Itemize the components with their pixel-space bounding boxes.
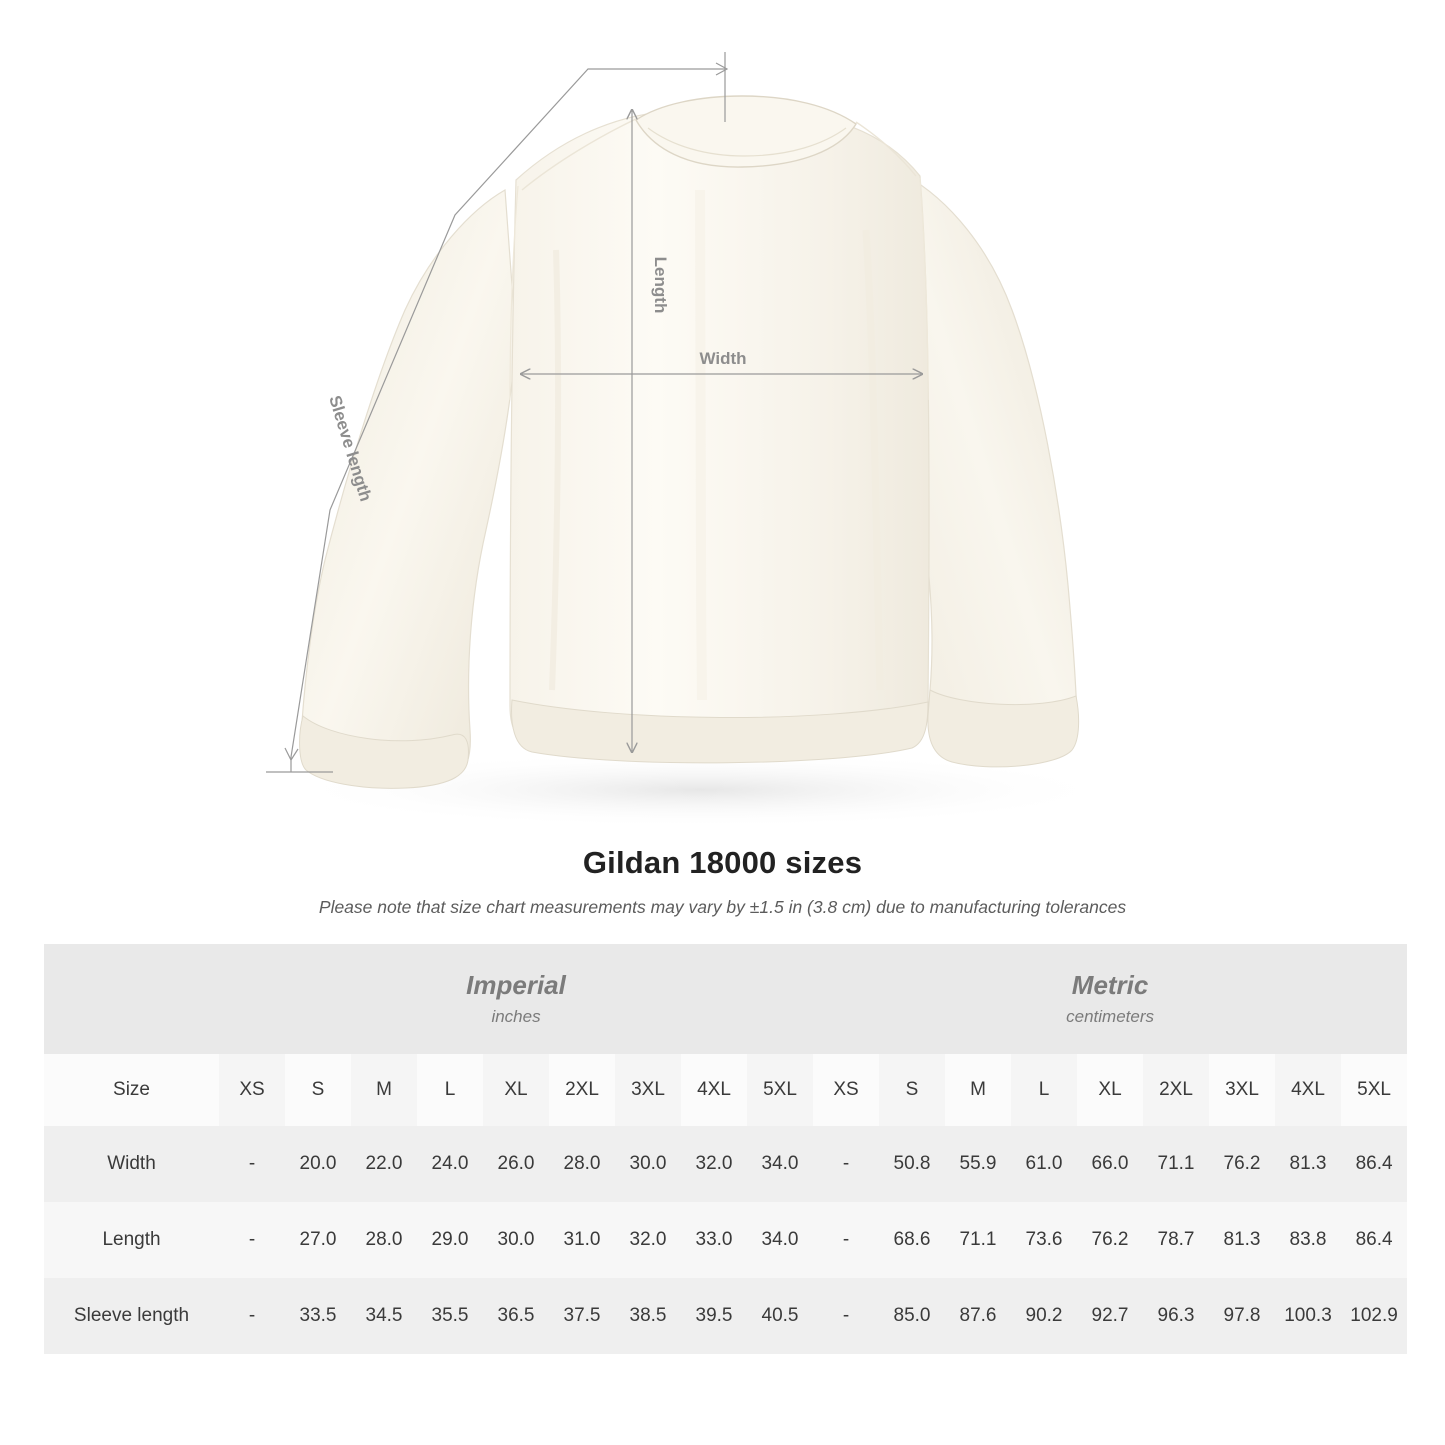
cell-length-cm-xl: 76.2 bbox=[1077, 1202, 1143, 1278]
size-header-row bbox=[44, 1054, 1407, 1126]
unit-header-metric bbox=[813, 944, 1407, 1054]
cell-length-in-m: 28.0 bbox=[351, 1202, 417, 1278]
unit-header-imperial bbox=[219, 944, 813, 1054]
size-header-metric-3xl: 3XL bbox=[1209, 1054, 1275, 1126]
cell-width-cm-m: 55.9 bbox=[945, 1126, 1011, 1202]
cell-length-in-4xl: 33.0 bbox=[681, 1202, 747, 1278]
cell-sleeve-cm-xl: 92.7 bbox=[1077, 1278, 1143, 1354]
cell-sleeve-in-2xl: 37.5 bbox=[549, 1278, 615, 1354]
size-header-metric-4xl: 4XL bbox=[1275, 1054, 1341, 1126]
cell-width-in-xs: - bbox=[219, 1126, 285, 1202]
cell-width-cm-xl: 66.0 bbox=[1077, 1126, 1143, 1202]
size-header-imperial-5xl: 5XL bbox=[747, 1054, 813, 1126]
cell-width-in-4xl: 32.0 bbox=[681, 1126, 747, 1202]
unit-header-row bbox=[44, 944, 1407, 1054]
size-header-imperial-2xl: 2XL bbox=[549, 1054, 615, 1126]
size-header-imperial-xl: XL bbox=[483, 1054, 549, 1126]
cell-width-in-s: 20.0 bbox=[285, 1126, 351, 1202]
cell-sleeve-in-5xl: 40.5 bbox=[747, 1278, 813, 1354]
row-label-length: Length bbox=[44, 1202, 219, 1278]
size-table bbox=[44, 944, 1407, 1354]
cell-length-in-3xl: 32.0 bbox=[615, 1202, 681, 1278]
cell-length-in-2xl: 31.0 bbox=[549, 1202, 615, 1278]
cell-width-cm-2xl: 71.1 bbox=[1143, 1126, 1209, 1202]
size-header-label: Size bbox=[44, 1054, 219, 1126]
cell-width-cm-s: 50.8 bbox=[879, 1126, 945, 1202]
width-label: Width bbox=[699, 349, 747, 368]
size-header-metric-m: M bbox=[945, 1054, 1011, 1126]
unit-name-imperial: Imperial bbox=[466, 969, 566, 1000]
size-header-imperial-m: M bbox=[351, 1054, 417, 1126]
tolerance-note: Please note that size chart measurements may vary by ±1.5 in (3.8 cm) due to manufacturing tolerances bbox=[318, 897, 1127, 917]
cell-sleeve-in-3xl: 38.5 bbox=[615, 1278, 681, 1354]
length-label: Length bbox=[651, 256, 670, 314]
cell-sleeve-in-xl: 36.5 bbox=[483, 1278, 549, 1354]
size-header-imperial-4xl: 4XL bbox=[681, 1054, 747, 1126]
row-label-sleeve-length: Sleeve length bbox=[44, 1278, 219, 1354]
cell-length-cm-s: 68.6 bbox=[879, 1202, 945, 1278]
cell-width-in-xl: 26.0 bbox=[483, 1126, 549, 1202]
cell-length-cm-xs: - bbox=[813, 1202, 879, 1278]
size-header-metric-5xl: 5XL bbox=[1341, 1054, 1407, 1126]
cell-length-in-l: 29.0 bbox=[417, 1202, 483, 1278]
cell-length-cm-l: 73.6 bbox=[1011, 1202, 1077, 1278]
cell-width-cm-5xl: 86.4 bbox=[1341, 1126, 1407, 1202]
size-header-metric-xs: XS bbox=[813, 1054, 879, 1126]
table-row bbox=[44, 1278, 1407, 1354]
unit-header-spacer bbox=[44, 944, 219, 1054]
size-header-imperial-s: S bbox=[285, 1054, 351, 1126]
cell-length-cm-4xl: 83.8 bbox=[1275, 1202, 1341, 1278]
cell-sleeve-cm-3xl: 97.8 bbox=[1209, 1278, 1275, 1354]
cell-length-cm-m: 71.1 bbox=[945, 1202, 1011, 1278]
size-header-metric-2xl: 2XL bbox=[1143, 1054, 1209, 1126]
cell-sleeve-cm-s: 85.0 bbox=[879, 1278, 945, 1354]
size-table-wrapper bbox=[44, 944, 1401, 1354]
cell-sleeve-in-l: 35.5 bbox=[417, 1278, 483, 1354]
cell-sleeve-in-4xl: 39.5 bbox=[681, 1278, 747, 1354]
cell-width-in-l: 24.0 bbox=[417, 1126, 483, 1202]
cell-width-in-5xl: 34.0 bbox=[747, 1126, 813, 1202]
size-header-metric-l: L bbox=[1011, 1054, 1077, 1126]
cell-width-in-2xl: 28.0 bbox=[549, 1126, 615, 1202]
table-row bbox=[44, 1126, 1407, 1202]
cell-length-in-s: 27.0 bbox=[285, 1202, 351, 1278]
cell-width-in-m: 22.0 bbox=[351, 1126, 417, 1202]
unit-name-metric: Metric bbox=[1071, 969, 1149, 1000]
cell-width-cm-xs: - bbox=[813, 1126, 879, 1202]
cell-width-cm-4xl: 81.3 bbox=[1275, 1126, 1341, 1202]
cell-width-cm-l: 61.0 bbox=[1011, 1126, 1077, 1202]
cell-sleeve-cm-5xl: 102.9 bbox=[1341, 1278, 1407, 1354]
cell-width-cm-3xl: 76.2 bbox=[1209, 1126, 1275, 1202]
cell-sleeve-cm-2xl: 96.3 bbox=[1143, 1278, 1209, 1354]
size-header-metric-xl: XL bbox=[1077, 1054, 1143, 1126]
unit-sub-metric: centimeters bbox=[1066, 1007, 1155, 1027]
sleeve-dimension-line bbox=[291, 69, 725, 757]
cell-length-cm-3xl: 81.3 bbox=[1209, 1202, 1275, 1278]
cell-width-in-3xl: 30.0 bbox=[615, 1126, 681, 1202]
sleeve-length-label: Sleeve length bbox=[325, 393, 376, 504]
size-header-imperial-3xl: 3XL bbox=[615, 1054, 681, 1126]
cell-length-in-5xl: 34.0 bbox=[747, 1202, 813, 1278]
cell-sleeve-in-m: 34.5 bbox=[351, 1278, 417, 1354]
size-header-imperial-l: L bbox=[417, 1054, 483, 1126]
cell-sleeve-cm-4xl: 100.3 bbox=[1275, 1278, 1341, 1354]
cell-sleeve-cm-xs: - bbox=[813, 1278, 879, 1354]
table-row bbox=[44, 1202, 1407, 1278]
page-title: Gildan 18000 sizes bbox=[582, 845, 863, 880]
cell-length-in-xl: 30.0 bbox=[483, 1202, 549, 1278]
unit-sub-imperial: inches bbox=[491, 1007, 541, 1027]
cell-sleeve-in-xs: - bbox=[219, 1278, 285, 1354]
title-block bbox=[0, 845, 1445, 918]
cell-sleeve-cm-m: 87.6 bbox=[945, 1278, 1011, 1354]
cell-length-cm-5xl: 86.4 bbox=[1341, 1202, 1407, 1278]
cell-length-cm-2xl: 78.7 bbox=[1143, 1202, 1209, 1278]
cell-length-in-xs: - bbox=[219, 1202, 285, 1278]
size-header-imperial-xs: XS bbox=[219, 1054, 285, 1126]
size-header-metric-s: S bbox=[879, 1054, 945, 1126]
cell-sleeve-cm-l: 90.2 bbox=[1011, 1278, 1077, 1354]
cell-sleeve-in-s: 33.5 bbox=[285, 1278, 351, 1354]
row-label-width: Width bbox=[44, 1126, 219, 1202]
